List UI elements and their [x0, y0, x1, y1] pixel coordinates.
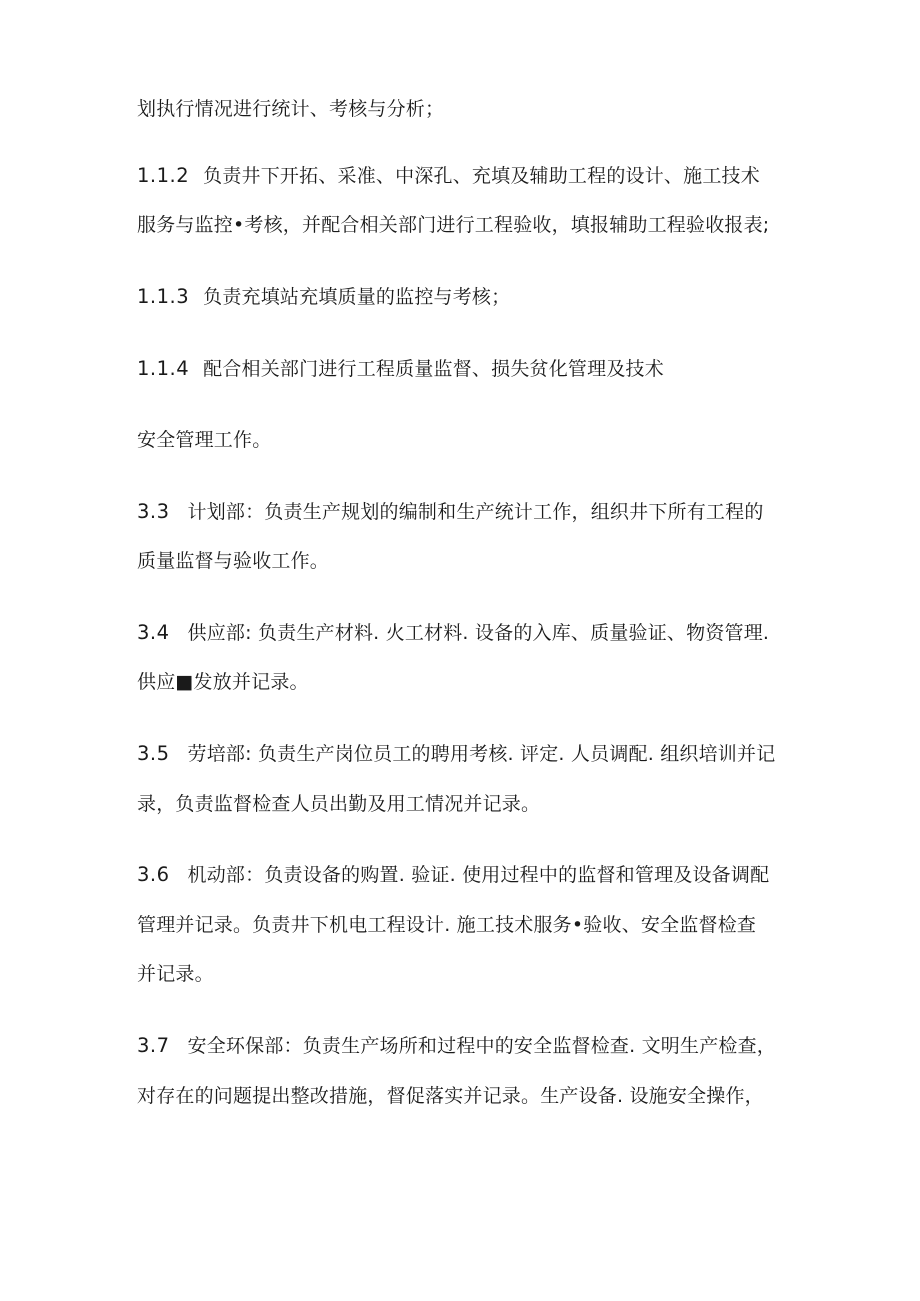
- text-line: [137, 669, 797, 695]
- section-number: 3.3: [137, 500, 170, 523]
- section-heading-line: [137, 163, 797, 189]
- line-text: 劳培部: 负责生产岗位员工的聘用考核. 评定. 人员调配. 组织培训并记: [187, 743, 776, 765]
- line-text: 对存在的问题提出整改措施，督促落实并记录。生产设备. 设施安全操作，: [137, 1085, 764, 1107]
- line-text: 服务与监控•考核，并配合相关部门进行工程验收，填报辅助工程验收报表;: [137, 214, 770, 236]
- section-number: 1.1.2: [137, 164, 190, 187]
- line-text: 录，负责监督检查人员出勤及用工情况并记录。: [137, 793, 541, 815]
- text-line: [137, 548, 797, 574]
- section-heading-line: [137, 1033, 797, 1059]
- line-text: 并记录。: [137, 963, 214, 985]
- section-number: 3.7: [137, 1034, 170, 1057]
- section-heading-line: [137, 499, 797, 525]
- text-line: [137, 791, 797, 817]
- line-text: 机动部：负责设备的购置. 验证. 使用过程中的监督和管理及设备调配: [187, 864, 770, 886]
- text-line: [137, 1083, 797, 1109]
- text-line: [137, 96, 797, 122]
- section-number: 3.4: [137, 621, 170, 644]
- line-text: 计划部：负责生产规划的编制和生产统计工作，组织井下所有工程的: [187, 501, 764, 523]
- line-text: 配合相关部门进行工程质量监督、损失贫化管理及技术: [203, 358, 664, 380]
- line-text: 供应部: 负责生产材料. 火工材料. 设备的入库、质量验证、物资管理.: [187, 622, 770, 644]
- section-heading-line: [137, 620, 797, 646]
- line-text: 安全管理工作。: [137, 429, 272, 451]
- section-number: 1.1.3: [137, 285, 190, 308]
- section-heading-line: [137, 741, 797, 767]
- text-line: [137, 912, 797, 938]
- section-heading-line: [137, 284, 797, 310]
- section-number: 1.1.4: [137, 357, 190, 380]
- line-text: 负责井下开拓、采准、中深孔、充填及辅助工程的设计、施工技术: [203, 165, 760, 187]
- text-line: [137, 212, 797, 238]
- section-heading-line: [137, 356, 797, 382]
- section-number: 3.6: [137, 863, 170, 886]
- line-text: 负责充填站充填质量的监控与考核；: [203, 286, 511, 308]
- text-line: [137, 961, 797, 987]
- line-text: 安全环保部：负责生产场所和过程中的安全监督检查. 文明生产检查，: [187, 1035, 776, 1057]
- line-text: 划执行情况进行统计、考核与分析；: [137, 98, 445, 120]
- line-text: 管理并记录。负责井下机电工程设计. 施工技术服务•验收、安全监督检查: [137, 914, 757, 936]
- section-heading-line: [137, 862, 797, 888]
- section-number: 3.5: [137, 742, 170, 765]
- line-text: 供应■发放并记录。: [137, 671, 309, 693]
- line-text: 质量监督与验收工作。: [137, 550, 330, 572]
- text-line: [137, 427, 797, 453]
